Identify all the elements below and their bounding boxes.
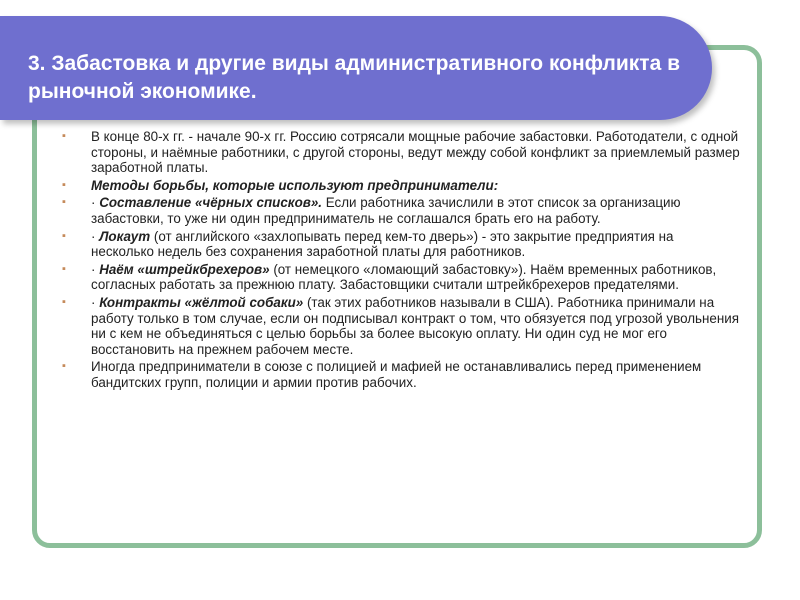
bullet-item-yellow-dog (60, 295, 740, 357)
bullet-text: Если работника зачислили в этот список за организацию забастовки, то уже ни один предприниматель не соглашался брать его на работу. (91, 195, 681, 226)
bullet-text: (от немецкого «ломающий забастовку»). Наём временных работников, согласных работать за прежнюю плату. Забастовщики считали штрейкбрехеров предателями. (91, 261, 717, 293)
bullet-icon: ▪ (62, 295, 66, 308)
slide-content (60, 129, 740, 393)
bullet-icon: ▪ (62, 196, 66, 209)
bullet-item-methods-heading (60, 178, 740, 194)
bullet-prefix: · (91, 261, 100, 277)
bullet-text: Иногда предприниматели в союзе с полицией и мафией не останавливались перед применением бандитских групп, полиции и армии против рабочих. (91, 359, 702, 390)
bullet-prefix: · (91, 294, 100, 310)
bullet-icon: ▪ (62, 229, 66, 242)
bullet-prefix: · (91, 195, 100, 211)
bullet-emphasis: Методы борьбы, которые используют предприниматели: (91, 177, 499, 193)
bullet-text: В конце 80-х гг. - начале 90-х гг. Россию сотрясали мощные рабочие забастовки. Работодатели, с одной стороны, и наёмные работники, с другой стороны, ведут между собой конфликт за приемлемый размер заработной платы. (91, 129, 740, 176)
bullet-item-lockout (60, 229, 740, 260)
bullet-item-blacklist (60, 195, 740, 226)
bullet-emphasis: Составление «чёрных списков». (99, 195, 323, 211)
bullet-icon: ▪ (62, 130, 66, 142)
bullet-emphasis: Контракты «жёлтой собаки» (99, 294, 304, 310)
bullet-icon: ▪ (62, 360, 66, 373)
bullet-icon: ▪ (62, 178, 66, 191)
bullet-emphasis: Наём «штрейкбрехеров» (99, 261, 270, 277)
bullet-prefix: · (91, 228, 100, 244)
bullet-text: (от английского «захлопывать перед кем-то дверь») - это закрытие предприятия на несколько недель без сохранения заработной платы для работников. (91, 228, 674, 260)
slide-title: 3. Забастовка и другие виды административного конфликта в рыночной экономике. (28, 52, 681, 103)
bullet-icon: ▪ (62, 262, 66, 275)
bullet-item-gangs (60, 359, 740, 390)
bullet-item-intro (60, 129, 740, 176)
bullet-emphasis: Локаут (99, 228, 151, 244)
bullet-list (60, 129, 740, 391)
bullet-text: (так этих работников называли в США). Работника принимали на работу только в том случае, если он подписывал контракт о том, что обязуется под угрозой увольнения ни с кем не объединяться с целью борьбы за более высокую оплату. Ни один суд не мог его восстановить на прежнем рабочем месте. (91, 294, 739, 357)
bullet-item-strikebreakers (60, 262, 740, 293)
title-band (0, 16, 712, 120)
